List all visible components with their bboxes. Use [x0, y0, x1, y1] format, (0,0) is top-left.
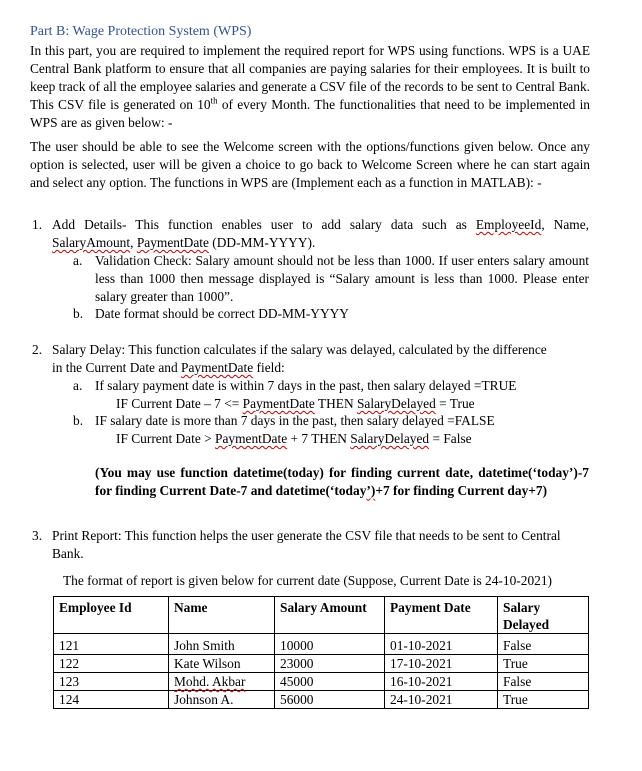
cell: 24-10-2021 [385, 691, 498, 709]
header-salary-delayed: Salary Delayed [498, 597, 589, 634]
item-2-line2-b: field: [253, 360, 285, 375]
cell: 01-10-2021 [385, 634, 498, 655]
item-2-line2-a: in the Current Date and [52, 360, 182, 375]
item-2b-label: b. [73, 413, 84, 428]
item-2a-condition [116, 395, 475, 413]
table-row [54, 655, 589, 673]
table-header-row [54, 597, 589, 634]
table-row [54, 634, 589, 655]
cell: 124 [54, 691, 169, 709]
word-paymentdate: PaymentDate [136, 235, 209, 250]
cell: True [498, 691, 589, 709]
note-underlined: ’) [366, 482, 376, 498]
cond-part: THEN [314, 396, 357, 411]
item-2b-condition [116, 430, 472, 448]
cond-part: IF Current Date – 7 <= [116, 396, 243, 411]
word-paymentdate: PaymentDate [215, 431, 288, 446]
intro-superscript: th [210, 95, 218, 106]
word-salaryamount: SalaryAmount [52, 235, 131, 250]
cell: 122 [54, 655, 169, 673]
word-employeeid: EmployeeId [475, 217, 542, 232]
header-payment-date: Payment Date [385, 597, 498, 634]
item-1-line1-a: Add Details- This function enables user to add salary data such as [52, 217, 476, 232]
intro-text-1: In this part, you are required to implement the required report for WPS using functions. WPS is a UAE Central Bank platform to ensure that all companies are paying salaries for their employees. It is built to keep track of all the employee salaries and generate a CSV file of the records to be sent to Central Bank. This CSV file is generated on 10 [30, 43, 590, 112]
cell: 123 [54, 673, 169, 691]
item-2-text [52, 341, 589, 377]
item-1a-text: Validation Check: Salary amount should not be less than 1000. If user enters salary amount less than 1000 then message displayed is “Salary amount is less than 1000. Please enter salary greater than 1000”. [95, 253, 589, 304]
cell: 10000 [275, 634, 385, 655]
word-paymentdate: PaymentDate [242, 396, 315, 411]
note-part: +7 for finding Current day+7) [375, 482, 548, 498]
cell: 121 [54, 634, 169, 655]
item-1a-label: a. [73, 253, 83, 268]
cell: Kate Wilson [169, 655, 275, 673]
cell: 45000 [275, 673, 385, 691]
cond-part: = False [429, 431, 472, 446]
cell: True [498, 655, 589, 673]
cond-part: = True [435, 396, 475, 411]
word-salarydelayed: SalaryDelayed [356, 396, 436, 411]
cell: John Smith [169, 634, 275, 655]
cell: 23000 [275, 655, 385, 673]
cond-part: + 7 THEN [287, 431, 351, 446]
table-row [54, 691, 589, 709]
cond-part: IF Current Date > [116, 431, 216, 446]
item-3-text: Print Report: This function helps the user generate the CSV file that needs to be sent to Central Bank. [52, 528, 561, 561]
cell: False [498, 634, 589, 655]
header-employee-id: Employee Id [54, 597, 169, 634]
table-row [54, 673, 589, 691]
item-1b-text: Date format should be correct DD-MM-YYYY [95, 306, 349, 321]
cell: 56000 [275, 691, 385, 709]
cell: False [498, 673, 589, 691]
header-salary-amount: Salary Amount [275, 597, 385, 634]
item-1-line2-b: (DD-MM-YYYY). [208, 235, 316, 250]
welcome-paragraph: The user should be able to see the Welcome screen with the options/functions given below. Once any option is selected, user will be given a choice to go back to Welcome Screen where he can start again and select any option. The functions in WPS are (Implement each as a function in MATLAB): - [30, 139, 590, 190]
intro-paragraph [30, 42, 590, 132]
comma: , [130, 235, 137, 250]
item-2-line1: Salary Delay: This function calculates if the salary was delayed, calculated by the difference [52, 342, 547, 357]
report-table [53, 596, 589, 709]
item-2-number: 2. [32, 342, 43, 357]
header-name: Name [169, 597, 275, 634]
item-2a-text: If salary payment date is within 7 days in the past, then salary delayed =TRUE [95, 378, 517, 393]
word-salarydelayed: SalaryDelayed [350, 431, 430, 446]
item-2a-label: a. [73, 378, 83, 393]
report-format-line: The format of report is given below for current date (Suppose, Current Date is 24-10-2021) [63, 573, 552, 588]
cell: 16-10-2021 [385, 673, 498, 691]
item-3-number: 3. [32, 528, 43, 543]
item-2b-text: IF salary date is more than 7 days in the past, then salary delayed =FALSE [95, 413, 495, 428]
item-1-number: 1. [32, 217, 43, 232]
note-part: (You may use function datetime(today) for finding current date, datetime(‘today’)-7 for finding Current Date-7 and datetime(‘today [95, 465, 589, 498]
item-1-text [52, 216, 589, 252]
item-1b-label: b. [73, 306, 84, 321]
cell [169, 673, 275, 691]
cell: Johnson A. [169, 691, 275, 709]
item-2-note [95, 464, 589, 499]
item-1-line1-b: , Name, [541, 217, 589, 232]
word-paymentdate: PaymentDate [181, 360, 254, 375]
intro-text-2: of every Month. The functionalities that need to be implemented in WPS are as given below: - [30, 97, 590, 130]
cell-text: Mohd. Akbar [174, 674, 246, 689]
section-heading: Part B: Wage Protection System (WPS) [30, 24, 252, 39]
cell: 17-10-2021 [385, 655, 498, 673]
